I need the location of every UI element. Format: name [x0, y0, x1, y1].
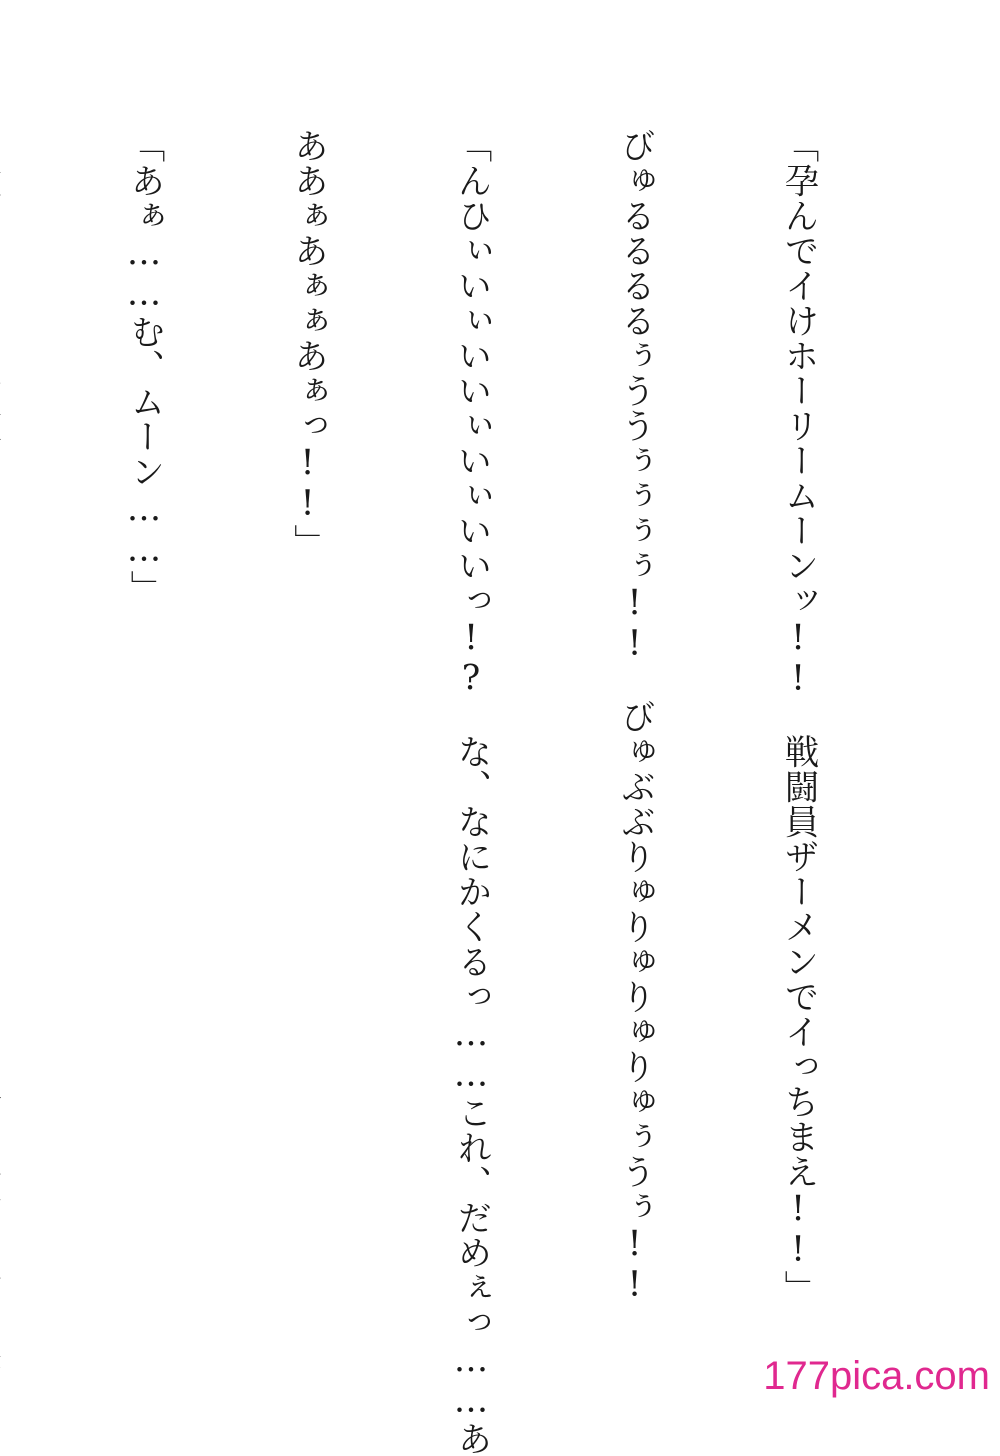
text-line: 「孕んでイけホーリームーンッ!! 戦闘員ザーメンでイっちまえ!!」	[778, 128, 818, 1305]
text-line: 「んひぃいぃいいぃいぃいいっ!? な、なにかくるっ……これ、だめぇっ……あ	[451, 128, 491, 1456]
text-line	[0, 128, 8, 1348]
text-line: 「あぁ……む、ムーン……」	[124, 128, 164, 605]
site-watermark: 177pica.com	[763, 1354, 990, 1398]
text-line: びゅるるるるぅううぅぅぅぅ!! びゅぶぶりゅりゅりゅりゅぅうぅ!!	[614, 128, 655, 1305]
text-line: ああぁあぁぁあぁっ!!」	[287, 128, 328, 559]
